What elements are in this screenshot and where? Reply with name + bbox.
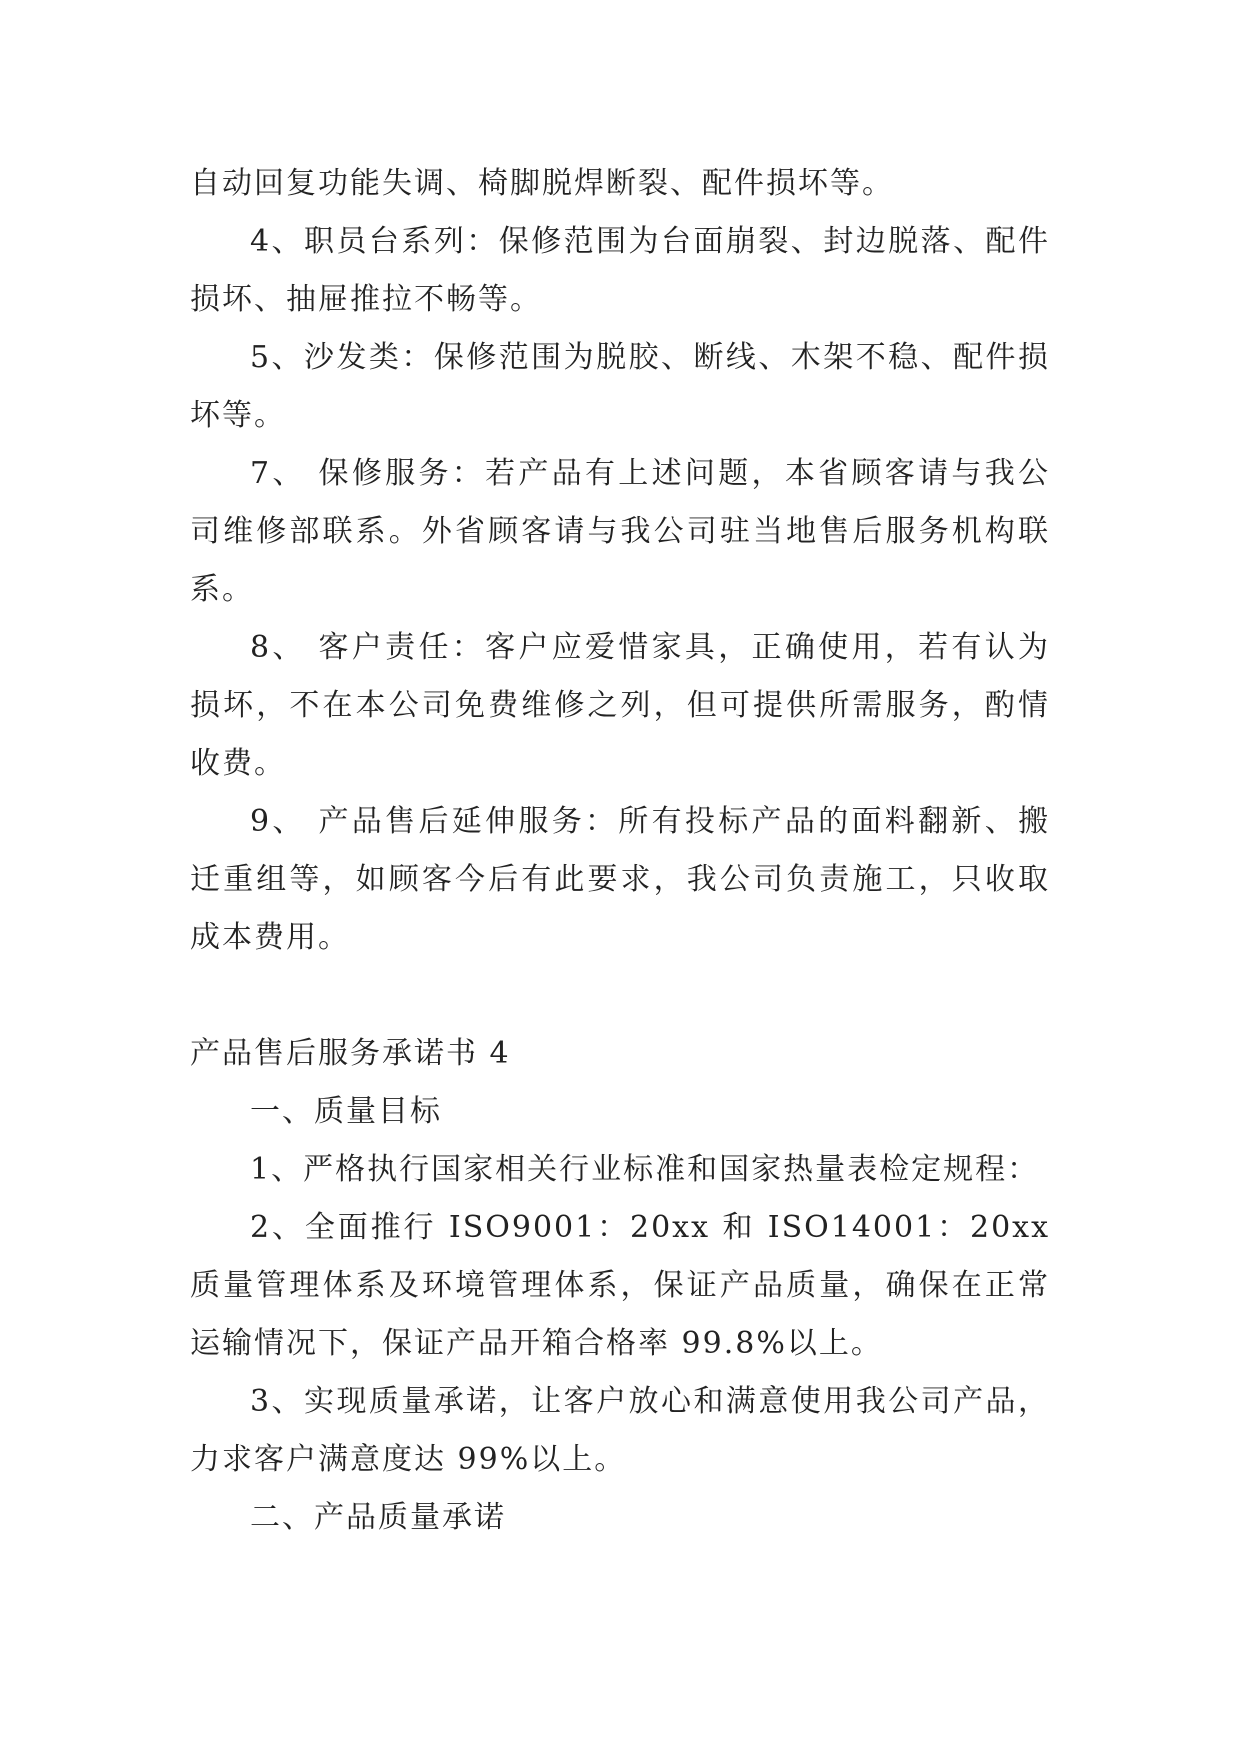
paragraph-goal-3: 3、实现质量承诺，让客户放心和满意使用我公司产品，力求客户满意度达 99%以上。 <box>190 1384 1050 1477</box>
paragraph-item-8: 8、 客户责任：客户应爱惜家具，正确使用，若有认为损坏，不在本公司免费维修之列，但可提供所需服务，酌情收费。 <box>190 630 1050 781</box>
section-gap <box>190 967 1050 1025</box>
paragraph-continuation: 自动回复功能失调、椅脚脱焊断裂、配件损坏等。 <box>190 166 894 201</box>
heading-quality-commitment: 二、产品质量承诺 <box>250 1500 506 1535</box>
paragraph-item-9: 9、 产品售后延伸服务：所有投标产品的面料翻新、搬迁重组等，如顾客今后有此要求，我公司负责施工，只收取成本费用。 <box>190 804 1050 955</box>
paragraph-item-4: 4、职员台系列：保修范围为台面崩裂、封边脱落、配件损坏、抽屉推拉不畅等。 <box>190 224 1050 317</box>
paragraph-item-7: 7、 保修服务：若产品有上述问题，本省顾客请与我公司维修部联系。外省顾客请与我公司驻当地售后服务机构联系。 <box>190 456 1050 607</box>
paragraph-goal-2: 2、全面推行 ISO9001：20xx 和 ISO14001：20xx 质量管理体系及环境管理体系，保证产品质量，确保在正常运输情况下，保证产品开箱合格率 99.8%以上。 <box>190 1210 1050 1361</box>
heading-quality-goal: 一、质量目标 <box>250 1094 442 1129</box>
document-body <box>190 155 1050 1547</box>
paragraph-item-5: 5、沙发类：保修范围为脱胶、断线、木架不稳、配件损坏等。 <box>190 340 1050 433</box>
section-title: 产品售后服务承诺书 4 <box>190 1036 511 1071</box>
paragraph-goal-1: 1、严格执行国家相关行业标准和国家热量表检定规程： <box>250 1152 1040 1187</box>
